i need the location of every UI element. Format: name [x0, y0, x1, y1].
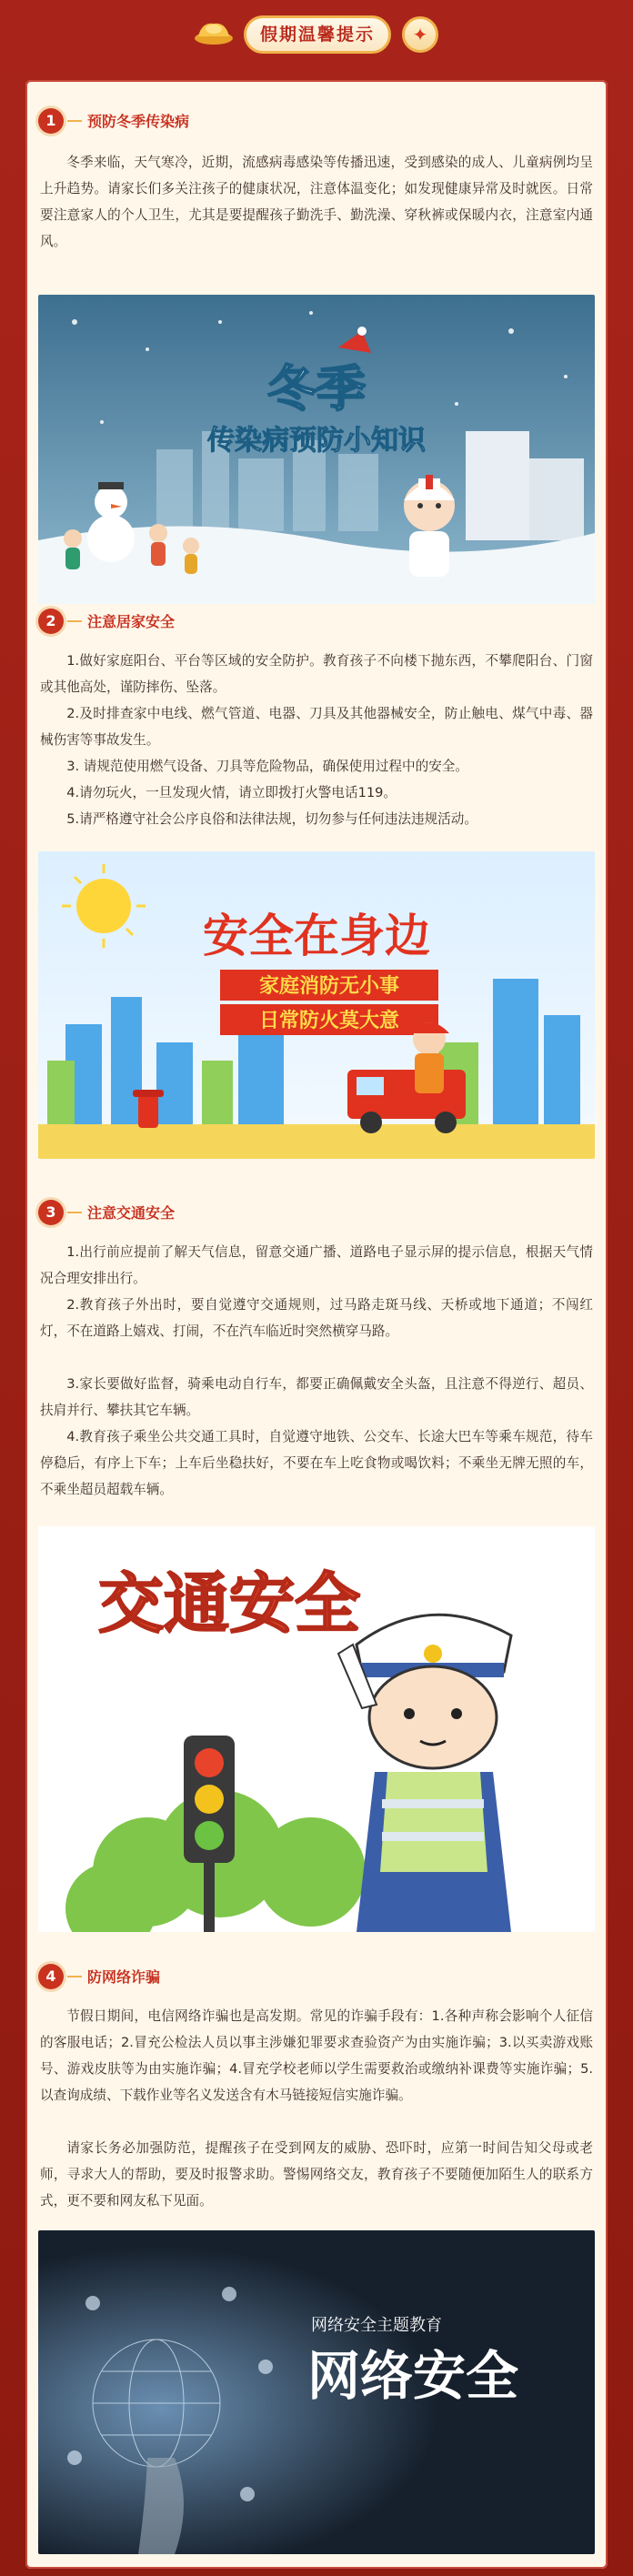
paragraph: 冬季来临，天气寒冷，近期，流感病毒感染等传播迅速，受到感染的成人、儿童病例均呈上升趋势。请家长们多关注孩子的健康状况，注意体温变化；如发现健康异常及时就医。日常要注意家人的个人卫生，尤其是要提醒孩子勤洗手、勤洗澡、穿秋裤或保暖内衣，注意室内通风。 [40, 155, 593, 249]
header-divider [67, 1212, 82, 1213]
paragraph: 3. 请规范使用燃气设备、刀具等危险物品，确保使用过程中的安全。 [66, 759, 468, 774]
paragraph: 5.请严格遵守社会公序良俗和法律法规，切勿参与任何违法违规活动。 [66, 811, 477, 827]
paragraph: 3.家长要做好监督，骑乘电动自行车，都要正确佩戴安全头盔，且注意不得逆行、超员、扶肩并行、攀扶其它车辆。 [40, 1376, 593, 1418]
paragraph: 2.及时排查家中电线、燃气管道、电器、刀具及其他器械安全，防止触电、煤气中毒、器械伤害等事故发生。 [40, 706, 593, 748]
fire-safety-subtitle-1: 家庭消防无小事 [258, 975, 400, 998]
paragraph: 2.教育孩子外出时，要自觉遵守交通规则，过马路走斑马线、天桥或地下通道；不闯红灯，不在道路上嬉戏、打闹，不在汽车临近时突然横穿马路。 [40, 1297, 593, 1339]
section-title: 注意居家安全 [87, 613, 176, 630]
header-divider [67, 1976, 82, 1977]
traffic-title: 交通安全 [97, 1565, 361, 1642]
traffic-illustration [38, 1526, 595, 1932]
paragraph: 4.请勿玩火，一旦发现火情，请立即拨打火警电话119。 [66, 785, 397, 800]
star-icon: ✦ [402, 16, 438, 53]
cyber-caption: 网络安全主题教育 [311, 2316, 442, 2335]
section-number: 3 [38, 1200, 64, 1225]
section-title: 预防冬季传染病 [87, 113, 190, 130]
fire-safety-title: 安全在身边 [203, 910, 430, 962]
section-header [38, 1197, 584, 1230]
cyber-security-illustration [38, 2230, 595, 2554]
fire-safety-illustration [38, 851, 595, 1159]
page-title: 假期温馨提示 [244, 15, 391, 54]
paragraph: 1.做好家庭阳台、平台等区域的安全防护。教育孩子不向楼下抛东西，不攀爬阳台、门窗或其他高处，谨防摔伤、坠落。 [40, 653, 593, 695]
paragraph: 请家长务必加强防范，提醒孩子在受到网友的威胁、恐吓时，应第一时间告知父母或老师，寻求大人的帮助，要及时报警求助。警惕网络交友，教育孩子不要随便加陌生人的联系方式，更不要和网友私下见面。 [40, 2140, 593, 2209]
winter-illustration [38, 295, 595, 604]
winter-subtitle: 传染病预防小知识 [207, 425, 426, 457]
section-number: 4 [38, 1964, 64, 1989]
gold-ingot-icon [193, 18, 235, 45]
fire-safety-subtitle-2: 日常防火莫大意 [258, 1010, 400, 1032]
section-number: 1 [38, 108, 64, 134]
section-header [38, 106, 584, 138]
paragraph: 节假日期间，电信网络诈骗也是高发期。常见的诈骗手段有：1.各种声称会影响个人征信的客服电话；2.冒充公检法人员以事主涉嫌犯罪要求查验资产为由实施诈骗；3.以买卖游戏账号、游戏皮肤等为由实施诈骗；4.冒充学校老师以学生需要救治或缴纳补课费等实施诈骗；5.以查询成绩、下载作业等名义发送含有木马链接短信实施诈骗。 [40, 2008, 593, 2103]
winter-title: 冬季 [267, 360, 366, 418]
header-divider [67, 620, 82, 622]
section-number: 2 [38, 609, 64, 634]
header [0, 0, 633, 71]
section-title: 防网络诈骗 [87, 1968, 161, 1986]
firefighter [409, 1022, 449, 1093]
content-card [25, 80, 608, 2569]
header-divider [67, 120, 82, 122]
section-header [38, 1961, 584, 1994]
cyber-title: 网络安全 [307, 2345, 519, 2407]
paragraph: 4.教育孩子乘坐公共交通工具时，自觉遵守地铁、公交车、长途大巴车等乘车规范，待车停稳后，有序上下车；上车后坐稳扶好，不要在车上吃食物或喝饮料；不乘坐无牌无照的车，不乘坐超员超载车辆。 [40, 1429, 593, 1497]
section-title: 注意交通安全 [87, 1204, 176, 1222]
paragraph: 1.出行前应提前了解天气信息，留意交通广播、道路电子显示屏的提示信息，根据天气情况合理安排出行。 [40, 1244, 593, 1286]
section-header [38, 606, 584, 639]
